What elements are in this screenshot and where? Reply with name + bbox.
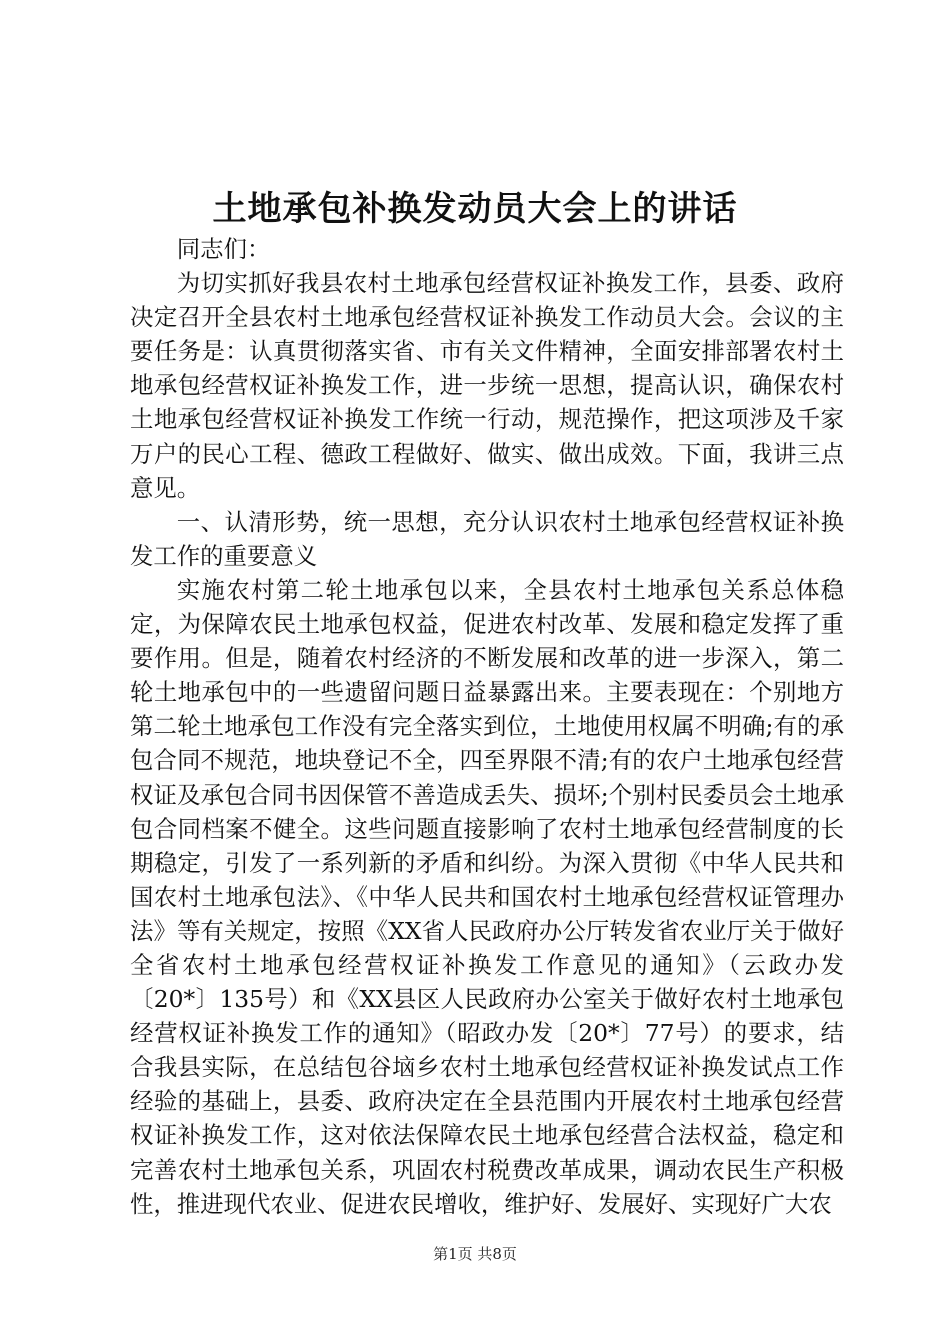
document-title: 土地承包补换发动员大会上的讲话 (212, 189, 738, 229)
intro-paragraph: 为切实抓好我县农村土地承包经营权证补换发工作，县委、政府决定召开全县农村土地承包经营权证补换发工作动员大会。会议的主要任务是：认真贯彻落实省、市有关文件精神，全面安排部署农村土地承包经营权证补换发工作，进一步统一思想，提高认识，确保农村土地承包经营权证补换发工作统一行动，规范操作，把这项涉及千家万户的民心工程、德政工程做好、做实、做出成效。下面，我讲三点意见。 (130, 269, 844, 502)
document-body (130, 232, 844, 1221)
body-paragraph: 实施农村第二轮土地承包以来，全县农村土地承包关系总体稳定，为保障农民土地承包权益，促进农村改革、发展和稳定发挥了重要作用。但是，随着农村经济的不断发展和改革的进一步深入，第二轮土地承包中的一些遗留问题日益暴露出来。主要表现在：个别地方第二轮土地承包工作没有完全落实到位，土地使用权属不明确;有的承包合同不规范，地块登记不全，四至界限不清;有的农户土地承包经营权证及承包合同书因保管不善造成丢失、损坏;个别村民委员会土地承包合同档案不健全。这些问题直接影响了农村土地承包经营制度的长期稳定，引发了一系列新的矛盾和纠纷。为深入贯彻《中华人民共和国农村土地承包法》、《中华人民共和国农村土地承包经营权证管理办法》等有关规定，按照《XX省人民政府办公厅转发省农业厅关于做好全省农村土地承包经营权证补换发工作意见的通知》（云政办发〔20*〕135号）和《XX县区人民政府办公室关于做好农村土地承包经营权证补换发工作的通知》（昭政办发〔20*〕77号）的要求，结合我县实际，在总结包谷垴乡农村土地承包经营权证补换发试点工作经验的基础上，县委、政府决定在全县范围内开展农村土地承包经营权证补换发工作，这对依法保障农民土地承包经营合法权益，稳定和完善农村土地承包关系，巩固农村税费改革成果，调动农民生产积极性，推进现代农业、促进农民增收，维护好、发展好、实现好广大农 (130, 575, 844, 1218)
section-heading-paragraph: 一、认清形势，统一思想，充分认识农村土地承包经营权证补换发工作的重要意义 (130, 507, 844, 570)
salutation-paragraph: 同志们： (176, 235, 271, 263)
page-footer: 第1页 共8页 (433, 1245, 517, 1263)
